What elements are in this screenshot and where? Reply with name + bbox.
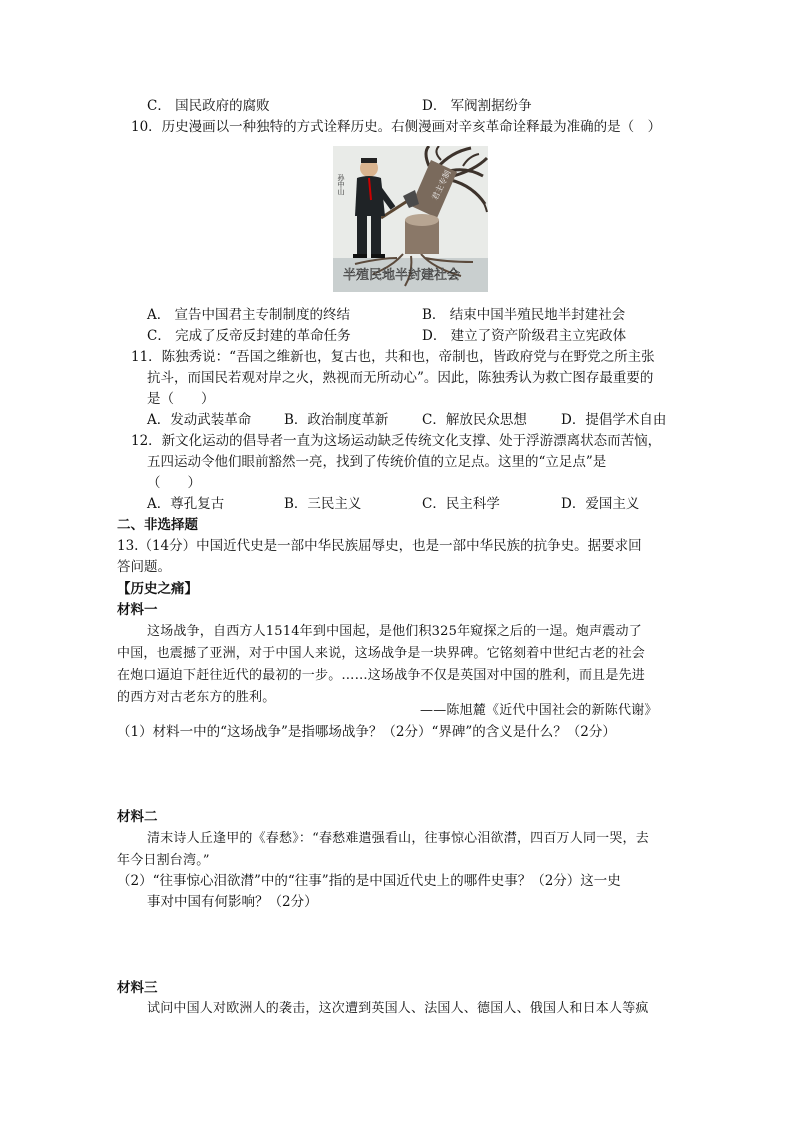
material2-label: 材料二 <box>117 809 158 825</box>
q9-option-c: C． 国民政府的腐败 <box>147 98 270 114</box>
material1-label: 材料一 <box>117 602 158 618</box>
q11-option-c: C．解放民众思想 <box>422 412 527 428</box>
q11-line2: 抗斗，而国民若观对岸之火，熟视而无所动心”。因此，陈独秀认为救亡图存最重要的 <box>147 370 654 386</box>
q11-line3: 是（ ） <box>147 391 215 407</box>
material2-line1: 清末诗人丘逢甲的《春愁》：“春愁难遣强看山，往事惊心泪欲潸，四百万人同一哭，去 <box>147 831 649 846</box>
cartoon-caption: 半殖民地半封建社会 <box>343 268 461 283</box>
q12-option-d: D．爱国主义 <box>561 496 640 512</box>
q10-option-b: B． 结束中国半殖民地半封建社会 <box>422 307 626 323</box>
xinhai-revolution-cartoon <box>333 146 488 292</box>
q11-option-b: B．政治制度革新 <box>284 412 389 428</box>
q11-option-a: A．发动武装革命 <box>147 412 252 428</box>
q12-line2: 五四运动令他们眼前豁然一亮，找到了传统价值的立足点。这里的“立足点”是 <box>147 454 607 470</box>
q10-option-a: A． 宣告中国君主专制制度的终结 <box>147 307 351 323</box>
material1-question: （1）材料一中的“这场战争”是指哪场战争？（2分）“界碑”的含义是什么？（2分） <box>117 724 616 740</box>
material3-line1: 试问中国人对欧洲人的袭击，这次遭到英国人、法国人、德国人、俄国人和日本人等疯 <box>147 1001 649 1016</box>
q12-option-b: B．三民主义 <box>284 496 362 512</box>
history-pain-title: 【历史之痛】 <box>117 581 198 597</box>
trunk-label: 君主专制 <box>430 168 453 202</box>
material2-question-line1: （2）“往事惊心泪欲潸”中的“往事”指的是中国近代史上的哪件史事？（2分）这一史 <box>117 873 621 889</box>
material2-question-line2: 事对中国有何影响？（2分） <box>147 894 318 910</box>
material1-line4: 的西方对古老东方的胜利。 <box>117 690 276 705</box>
q11-option-d: D．提倡学术自由 <box>561 412 667 428</box>
q12-line3: （ ） <box>147 475 201 491</box>
q12-line1: 12．新文化运动的倡导者一直为这场运动缺乏传统文化支撑、处于浮游漂离状态而苦恼， <box>131 433 662 449</box>
q12-option-a: A．尊孔复古 <box>147 496 225 512</box>
q9-option-d: D． 军阀割据纷争 <box>422 98 532 114</box>
q10-stem: 10．历史漫画以一种独特的方式诠释历史。右侧漫画对辛亥革命诠释最为准确的是（ ） <box>131 119 662 135</box>
material2-line2: 年今日割台湾。” <box>117 853 210 868</box>
material1-source: ——陈旭麓《近代中国社会的新陈代谢》 <box>420 703 658 718</box>
material3-label: 材料三 <box>117 980 158 996</box>
material1-line1: 这场战争，自西方人1514年到中国起，是他们积325年窥探之后的一逞。炮声震动了 <box>147 624 642 639</box>
q13-line1: 13.（14分）中国近代史是一部中华民族屈辱史，也是一部中华民族的抗争史。据要求回 <box>117 538 642 554</box>
q12-option-c: C．民主科学 <box>422 496 500 512</box>
material1-line2: 中国，也震撼了亚洲，对于中国人来说，这场战争是一块界碑。它铭刻着中世纪古老的社会 <box>117 646 646 661</box>
q13-line2: 答问题。 <box>117 559 171 575</box>
q11-line1: 11．陈独秀说：“吾国之维新也，复古也，共和也，帝制也，皆政府党与在野党之所主张 <box>131 349 655 365</box>
q10-option-d: D． 建立了资产阶级君主立宪政体 <box>422 328 627 344</box>
material1-line3: 在炮口逼迫下赶往近代的最初的一步。……这场战争不仅是英国对中国的胜利，而且是先进 <box>117 668 646 683</box>
q10-option-c: C． 完成了反帝反封建的革命任务 <box>147 328 351 344</box>
person-label: 孙中山 <box>337 174 345 195</box>
section-heading: 二、非选择题 <box>117 517 198 533</box>
